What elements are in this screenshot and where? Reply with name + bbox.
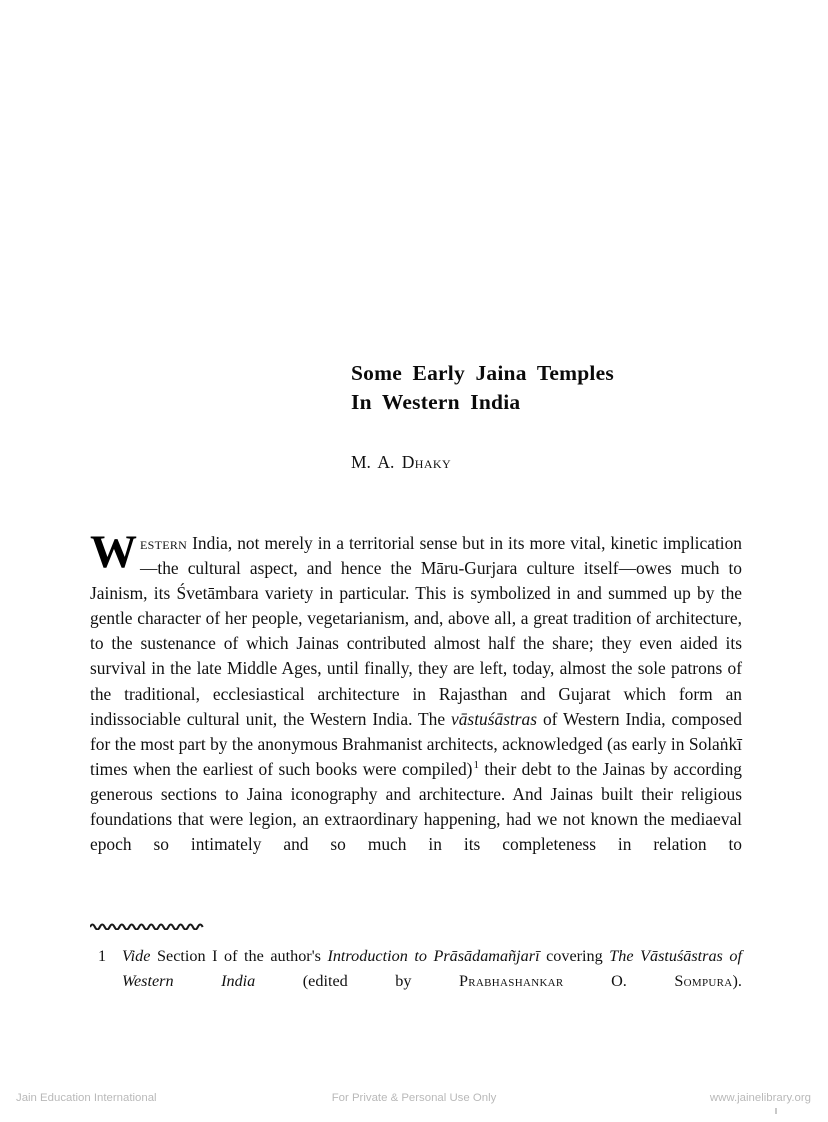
footnote-segment-10: ). — [732, 971, 742, 990]
footnote-subtitle: The Vāstuśāstras of Western India — [122, 947, 742, 990]
footnote-reference-1[interactable]: 1 — [473, 759, 479, 772]
drop-cap-letter: W — [90, 526, 137, 578]
article-body — [90, 526, 743, 882]
title-line-1: Some Early Jaina Temples — [351, 361, 614, 385]
author-surname: Dhaky — [401, 452, 452, 472]
footnote-segment-8: O. — [563, 971, 675, 990]
body-segment-5: their debt to the Jainas by according generous sections to Jaina iconography and architecture. And Jainas built their religious foundations that were legion, an extraordinary happening, had we not known the mediaeval epoch so intimately and so much in its completeness in relation to — [90, 758, 742, 855]
footer-tick-mark — [775, 1108, 777, 1114]
footnote-vide: Vide — [122, 947, 151, 965]
footnote-segment-2: Section I of the author's — [150, 947, 328, 965]
footnote-editor-last: Sompura — [674, 971, 733, 990]
body-segment-3: of Western India, composed for the most part by the anonymous Brahmanist architects, acknowledged (as early in Solaṅkī times when the earliest of such books were compiled) — [90, 708, 743, 779]
footnote-separator-rule — [90, 921, 208, 930]
opening-paragraph — [90, 526, 743, 882]
term-vastusastras: vāstuśāstras — [451, 708, 538, 729]
author-initials: M. A. — [351, 452, 402, 472]
footnote-work-title: Introduction to Prāsādamañjarī — [327, 947, 540, 965]
footnotes — [90, 944, 742, 1018]
footnote-editor-first: Prabhashankar — [458, 971, 564, 990]
footnote-number: 1 — [98, 947, 107, 965]
footnote-segment-6: (edited by — [255, 971, 459, 990]
opening-smallcaps: estern — [140, 533, 188, 553]
footer-website-url[interactable]: www.jainelibrary.org — [709, 1092, 811, 1104]
footnote-segment-4: covering — [539, 947, 610, 965]
title-line-2: In Western India — [351, 390, 521, 414]
footer-organization: Jain Education International — [16, 1092, 157, 1104]
page-footer — [0, 1090, 828, 1114]
page-title — [351, 359, 751, 417]
footer-usage-notice: For Private & Personal Use Only — [331, 1092, 497, 1104]
author-byline — [351, 452, 451, 473]
body-segment-1: India, not merely in a territorial sense but in its more vital, kinetic implication—the cultural aspect, and hence the Māru-Gurjara culture itself—owes much to Jainism, its Śvetāmbara variety in particular. This is symbolized in and summed up by the gentle character of her people, vegetarianism, and, above all, a great tradition of architecture, to the sustenance of which Jainas contributed almost half the share; they even aided its survival in the late Middle Ages, until finally, they are left, today, almost the sole patrons of the traditional, ecclesiastical architecture in Rajasthan and Gujarat which form an indissociable cultural unit, the Western India. The — [90, 533, 742, 729]
footnote-item-1 — [90, 944, 742, 1018]
